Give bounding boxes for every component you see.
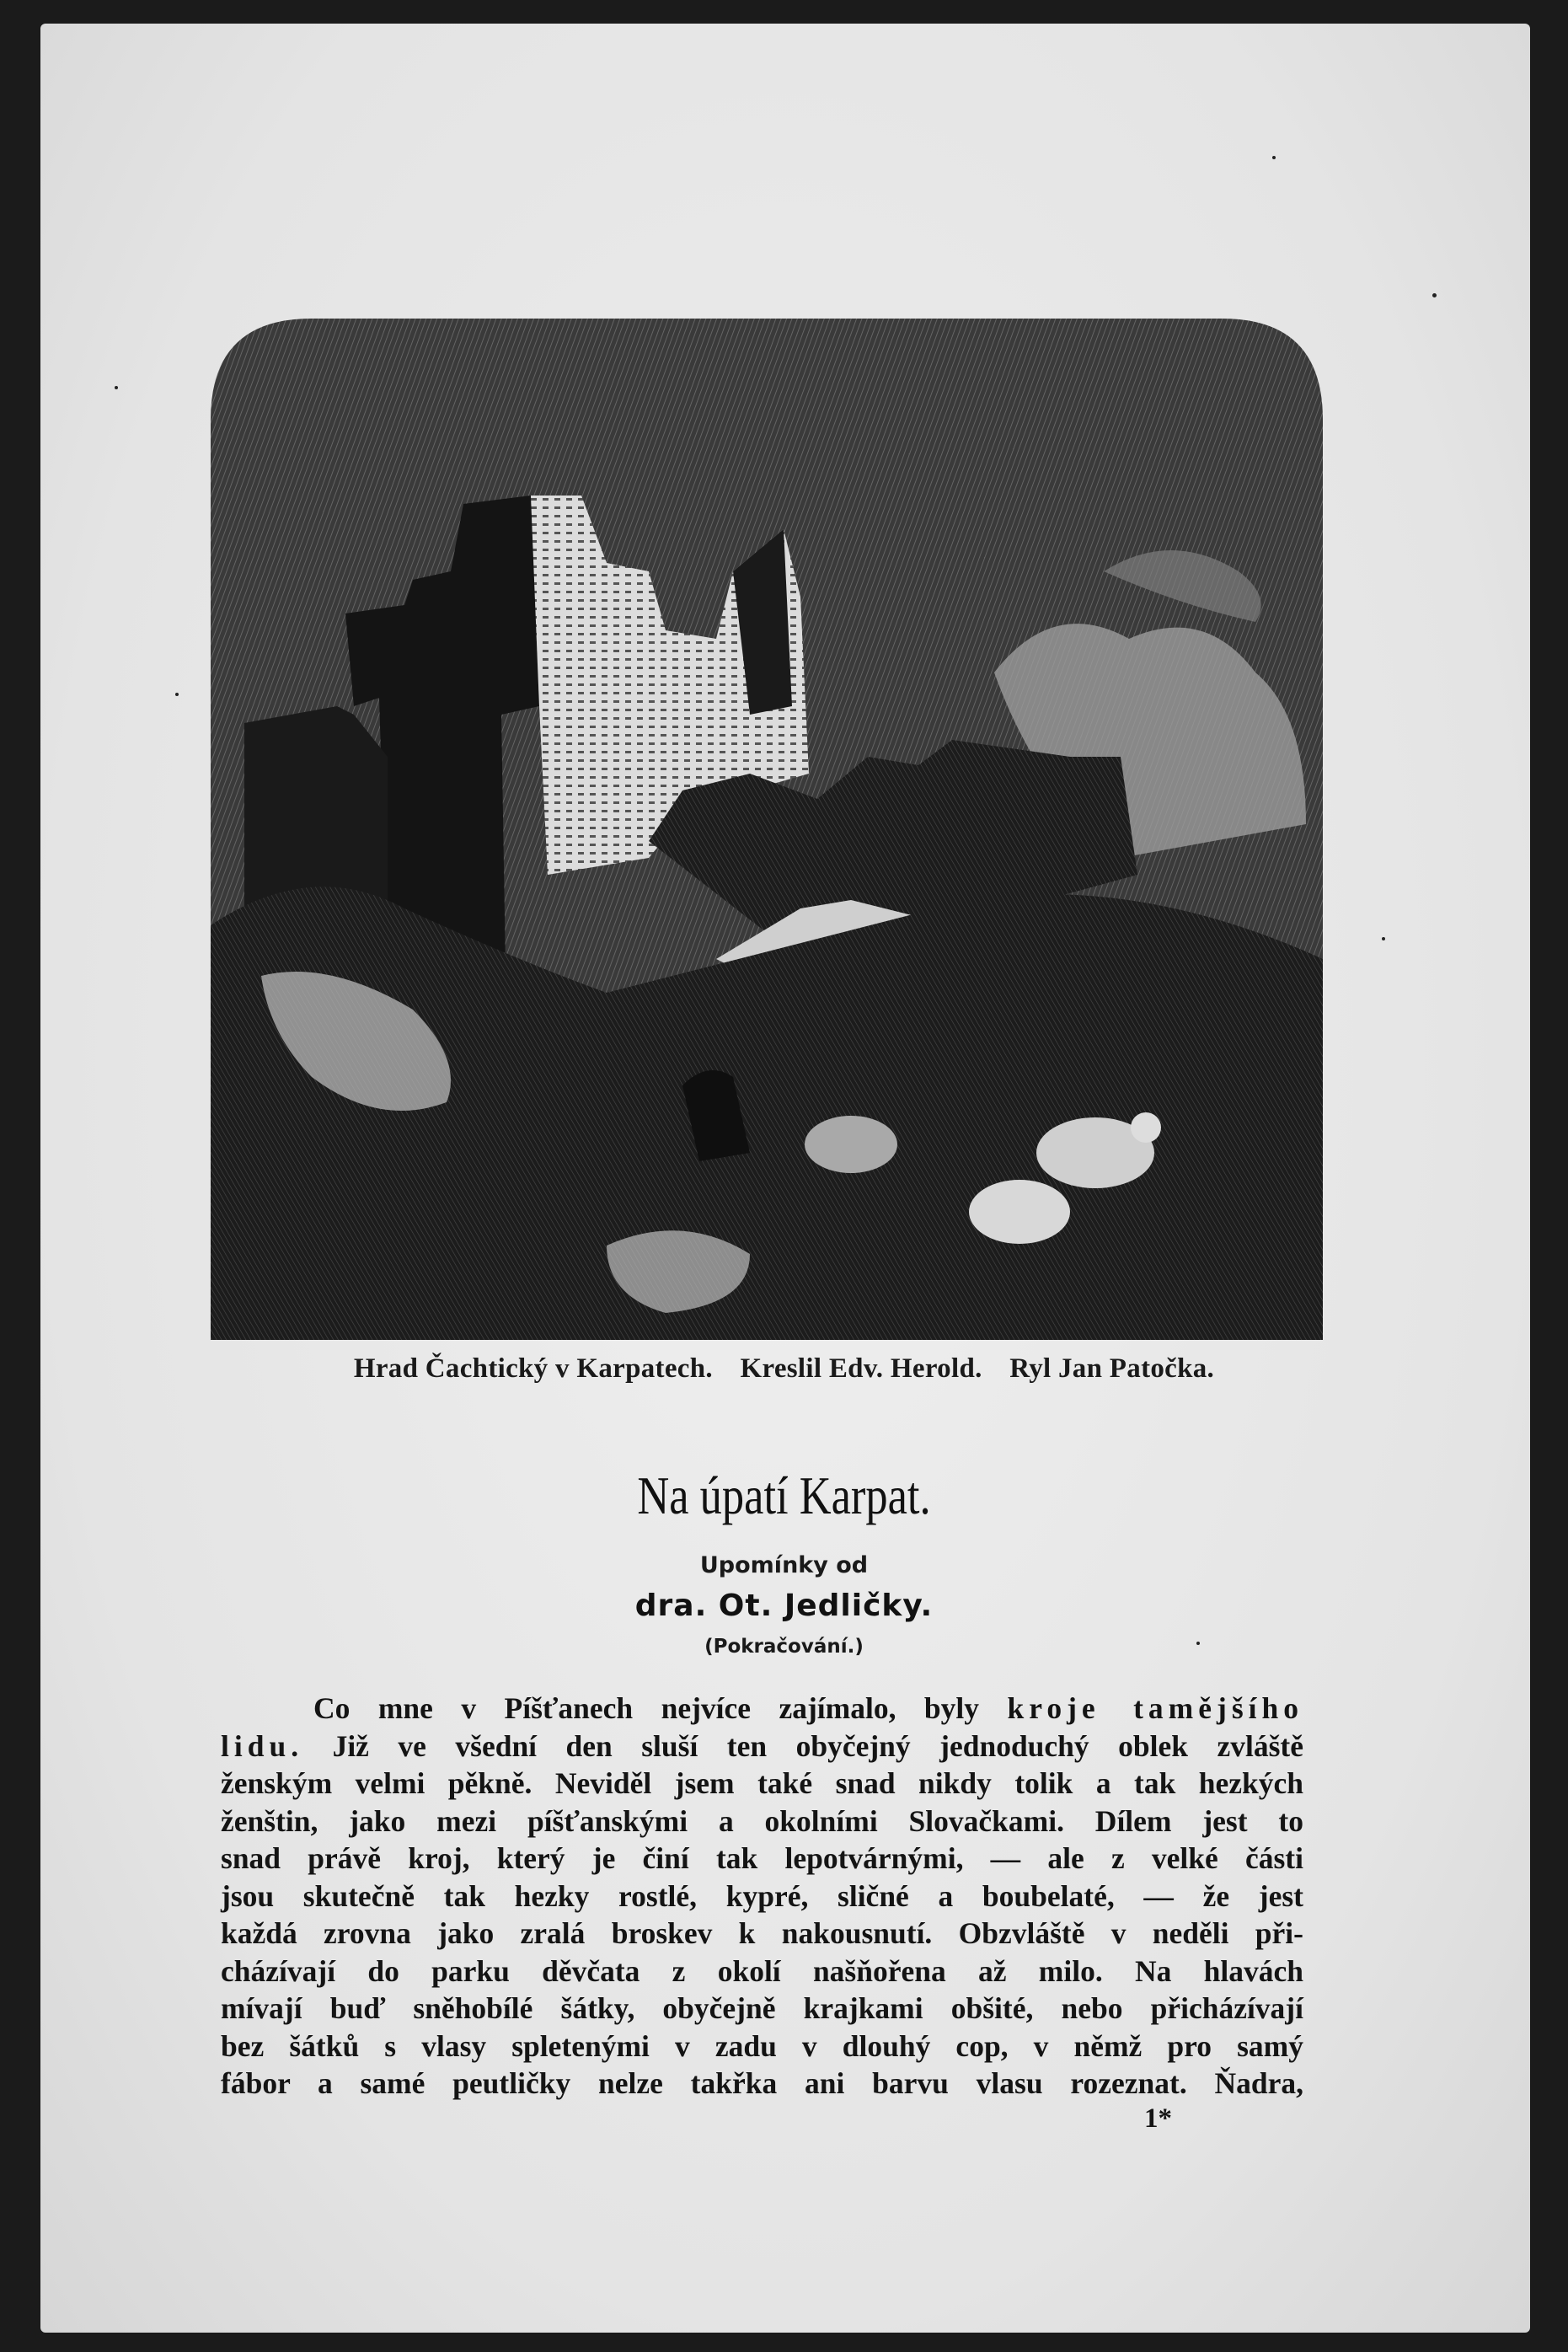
body-line: fábor a samé peutličky nelze takřka ani barvu vlasu rozeznat. Ňadra, (221, 2066, 1303, 2100)
scan-speck (175, 693, 179, 696)
article-author: dra. Ot. Jedličky. (634, 1589, 934, 1623)
article-subtitle: Upomínky od (699, 1552, 869, 1578)
body-line: cházívají do parku děvčata z okolí našňořena až milo. Na hlavách (221, 1953, 1303, 1988)
body-line (221, 1690, 1303, 1728)
scan-speck (115, 386, 118, 389)
castle-engraving (211, 319, 1323, 1340)
body-line: každá zrovna jako zralá broskev k nakousnutí. Obzvláště v neděli při- (221, 1916, 1303, 1950)
caption-engraved-by: Ryl Jan Patočka. (1009, 1353, 1215, 1384)
sheep-3 (805, 1116, 897, 1173)
sheep-1 (969, 1180, 1070, 1244)
caption-castle: Hrad Čachtický v Karpatech. (353, 1353, 713, 1384)
spaced-emphasis: kroje tamějšího (1007, 1691, 1304, 1725)
body-text-run: Co mne v Píšťanech nejvíce zajímalo, byly (313, 1691, 980, 1725)
scan-speck (1432, 293, 1437, 297)
body-text-run: Již ve všední den sluší ten obyčejný jednoduchý oblek zvláště (332, 1728, 1303, 1763)
scan-speck (1272, 156, 1276, 159)
spaced-emphasis: lidu. (221, 1728, 304, 1763)
article-body (221, 1690, 1303, 2103)
scan-speck (1196, 1642, 1200, 1645)
illustration-caption (0, 1353, 1568, 1385)
body-line: ženským velmi pěkně. Neviděl jsem také snad nikdy tolik a tak hezkých (221, 1766, 1303, 1800)
body-line (221, 1728, 1303, 1765)
body-line: jsou skutečně tak hezky rostlé, kypré, sličné a boubelaté, — že jest (221, 1878, 1303, 1913)
page-number: 1* (1144, 2103, 1172, 2134)
body-line: mívají buď sněhobílé šátky, obyčejně krajkami obšité, nebo přicházívají (221, 1991, 1303, 2025)
body-line: bez šátků s vlasy spletenými v zadu v dlouhý cop, v němž pro samý (221, 2028, 1303, 2063)
body-line: snad právě kroj, který je činí tak lepotvárnými, — ale z velké části (221, 1841, 1303, 1875)
foreground-hill (211, 887, 1323, 1340)
scan-speck (1382, 937, 1385, 940)
continuation-note: (Pokračování.) (704, 1636, 864, 1658)
article-title: Na úpatí Karpat. (637, 1465, 931, 1525)
body-line: ženštin, jako mezi píšťanskými a okolními Slovačkami. Dílem jest to (221, 1803, 1303, 1838)
engraving-graphic (211, 319, 1323, 1340)
caption-drawn-by: Kreslil Edv. Herold. (740, 1353, 982, 1384)
